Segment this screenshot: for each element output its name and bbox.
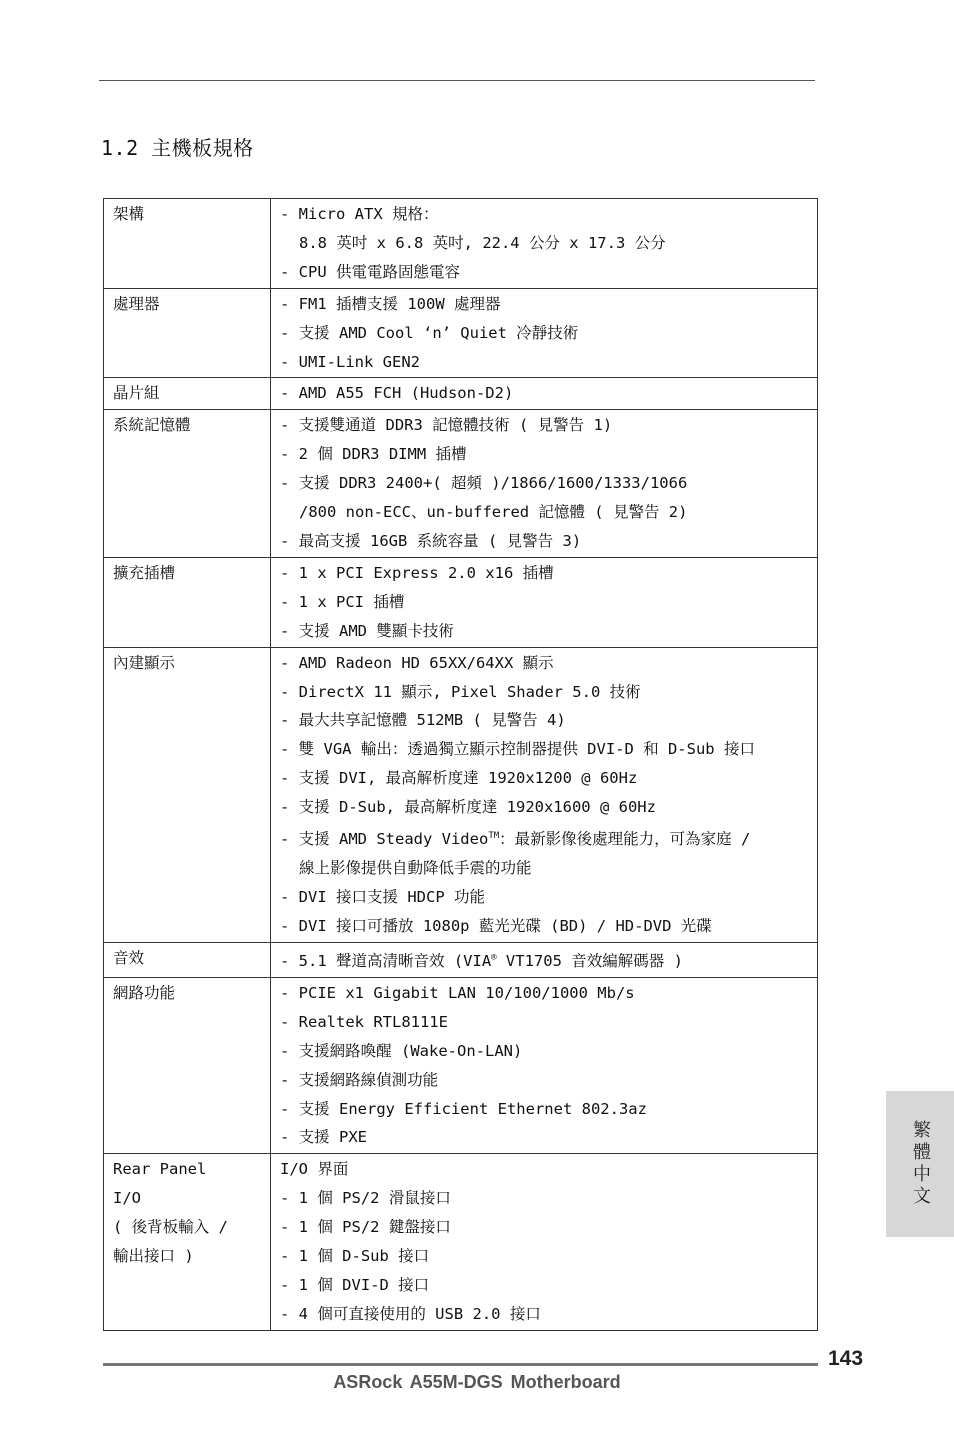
language-tab-label: 繁體中文 — [910, 1120, 931, 1208]
spec-label-cell — [104, 1154, 271, 1330]
spec-value-text: - PCIE x1 Gigabit LAN 10/100/1000 Mb/s — [280, 983, 635, 1002]
spec-label-cell — [104, 977, 271, 1153]
spec-value-line — [280, 735, 817, 764]
spec-value-text: - 支援 Energy Efficient Ethernet 802.3az — [280, 1099, 647, 1118]
spec-value-line — [280, 258, 817, 287]
spec-value-line — [280, 559, 817, 588]
spec-value-text: 線上影像提供自動降低手震的功能 — [299, 859, 532, 878]
spec-label: 系統記憶體 — [113, 416, 191, 435]
spec-value-text: - 支援 AMD Cool ‘n’ Quiet 冷靜技術 — [280, 323, 579, 342]
spec-value-line — [280, 348, 817, 377]
spec-value-text: - 支援網路喚醒 (Wake-On-LAN) — [280, 1041, 523, 1060]
spec-value-line — [280, 854, 817, 883]
spec-label: 網路功能 — [113, 983, 176, 1002]
top-rule — [99, 80, 815, 81]
spec-value-line — [280, 440, 817, 469]
page-number: 143 — [828, 1347, 864, 1370]
spec-value-line — [280, 617, 817, 646]
spec-values-cell — [271, 557, 818, 647]
spec-value-line — [280, 319, 817, 348]
spec-value-text: - DirectX 11 顯示, Pixel Shader 5.0 技術 — [280, 682, 641, 701]
spec-value-line — [280, 411, 817, 440]
spec-value-text: - 1 個 PS/2 滑鼠接口 — [280, 1189, 451, 1208]
spec-row — [104, 942, 818, 977]
spec-value-text: - UMI-Link GEN2 — [280, 352, 420, 371]
footer-title: ASRock A55M-DGS Motherboard — [333, 1372, 621, 1392]
spec-values-cell — [271, 647, 818, 942]
spec-value-line — [280, 1095, 817, 1124]
spec-label: ( 後背板輸入 / — [113, 1218, 228, 1237]
language-tab — [886, 1091, 954, 1237]
spec-value-line — [280, 469, 817, 498]
spec-value-text: 8.8 英吋 x 6.8 英吋, 22.4 公分 x 17.3 公分 — [299, 233, 666, 252]
spec-value-line — [280, 200, 817, 229]
spec-value-text: - 支援 DVI, 最高解析度達 1920x1200 @ 60Hz — [280, 769, 638, 788]
spec-value-text: - 雙 VGA 輸出：透過獨立顯示控制器提供 DVI-D 和 D-Sub 接口 — [280, 740, 755, 759]
spec-label: 處理器 — [113, 294, 160, 313]
spec-value-text: - 2 個 DDR3 DIMM 插槽 — [280, 445, 467, 464]
spec-value-line — [280, 793, 817, 822]
spec-value-text: - 支援 DDR3 2400+( 超頻 )/1866/1600/1333/1066 — [280, 474, 688, 493]
spec-value-line — [280, 822, 817, 854]
spec-value-text: - 最大共享記憶體 512MB ( 見警告 4) — [280, 711, 566, 730]
spec-value-text: - 1 x PCI 插槽 — [280, 592, 405, 611]
spec-value-text: - 支援 D-Sub, 最高解析度達 1920x1600 @ 60Hz — [280, 798, 656, 817]
spec-value-line — [280, 229, 817, 258]
spec-row — [104, 557, 818, 647]
spec-label-cell — [104, 557, 271, 647]
spec-values-cell — [271, 378, 818, 410]
spec-value-line — [280, 764, 817, 793]
spec-label: 晶片組 — [113, 384, 160, 403]
spec-values-cell — [271, 199, 818, 289]
spec-value-line — [280, 678, 817, 707]
spec-value-text: - AMD A55 FCH (Hudson-D2) — [280, 384, 514, 403]
superscript-mark: TM — [488, 831, 500, 842]
spec-value-text: - FM1 插槽支援 100W 處理器 — [280, 294, 501, 313]
spec-values-cell — [271, 288, 818, 378]
spec-value-text: - 1 個 D-Sub 接口 — [280, 1247, 430, 1266]
spec-value-line — [280, 706, 817, 735]
spec-label-cell — [104, 199, 271, 289]
spec-row — [104, 199, 818, 289]
spec-row — [104, 288, 818, 378]
spec-value-text: - 1 個 PS/2 鍵盤接口 — [280, 1218, 451, 1237]
spec-value-line — [280, 649, 817, 678]
spec-value-text: - 支援 PXE — [280, 1128, 367, 1147]
spec-value-line — [280, 912, 817, 941]
spec-label: 內建顯示 — [113, 653, 176, 672]
spec-value-text: - Micro ATX 規格： — [280, 205, 439, 223]
spec-label: I/O — [113, 1189, 141, 1208]
spec-row — [104, 1154, 818, 1330]
spec-table — [103, 198, 818, 1331]
spec-value-text: /800 non-ECC、un-buffered 記憶體 ( 見警告 2) — [299, 503, 688, 522]
spec-value-text: - 1 x PCI Express 2.0 x16 插槽 — [280, 563, 554, 582]
spec-value-text: - Realtek RTL8111E — [280, 1012, 448, 1031]
spec-label-cell — [104, 942, 271, 977]
spec-value-text: - 支援 AMD 雙顯卡技術 — [280, 621, 454, 640]
spec-value-text: - 1 個 DVI-D 接口 — [280, 1275, 430, 1294]
spec-value-text: - DVI 接口支援 HDCP 功能 — [280, 888, 485, 906]
spec-value-text: - 支援 AMD Steady Video — [280, 830, 489, 849]
spec-label-cell — [104, 378, 271, 410]
spec-value-line — [280, 944, 817, 976]
spec-value-line — [280, 1271, 817, 1300]
spec-value-line — [280, 1184, 817, 1213]
spec-value-text: - CPU 供電電路固態電容 — [280, 262, 460, 281]
spec-value-line — [280, 1300, 817, 1329]
spec-value-line — [280, 1155, 817, 1184]
spec-values-cell — [271, 410, 818, 558]
spec-value-text: - 支援網路線偵測功能 — [280, 1070, 439, 1089]
spec-row — [104, 647, 818, 942]
spec-value-line — [280, 1066, 817, 1095]
spec-value-line — [280, 498, 817, 527]
spec-value-text: - 最高支援 16GB 系統容量 ( 見警告 3) — [280, 531, 582, 550]
spec-label: Rear Panel — [113, 1160, 207, 1179]
spec-row — [104, 410, 818, 558]
superscript-mark: ® — [491, 952, 497, 963]
spec-values-cell — [271, 942, 818, 977]
spec-values-cell — [271, 977, 818, 1153]
spec-value-text: - DVI 接口可播放 1080p 藍光光碟 (BD) / HD-DVD 光碟 — [280, 916, 712, 935]
spec-value-line — [280, 1037, 817, 1066]
section-title: 1.2 主機板規格 — [101, 136, 254, 160]
spec-value-line — [280, 1213, 817, 1242]
spec-label-cell — [104, 288, 271, 378]
spec-value-line — [280, 1123, 817, 1152]
spec-row — [104, 378, 818, 410]
spec-value-tail: ：最新影像後處理能力，可為家庭 / — [499, 830, 751, 849]
spec-label: 架構 — [113, 205, 145, 223]
spec-label-cell — [104, 647, 271, 942]
spec-label-cell — [104, 410, 271, 558]
spec-value-line — [280, 1242, 817, 1271]
spec-label: 輸出接口 ) — [113, 1247, 194, 1266]
spec-value-line — [280, 1008, 817, 1037]
spec-value-line — [280, 290, 817, 319]
spec-value-line — [280, 883, 817, 912]
spec-label: 音效 — [113, 948, 145, 967]
spec-label: 擴充插槽 — [113, 563, 176, 582]
spec-value-text: - 4 個可直接使用的 USB 2.0 接口 — [280, 1304, 541, 1323]
spec-value-text: - 5.1 聲道高清晰音效 (VIA — [280, 951, 492, 970]
spec-value-line — [280, 379, 817, 408]
spec-value-text: I/O 界面 — [280, 1160, 349, 1179]
spec-value-text: - AMD Radeon HD 65XX/64XX 顯示 — [280, 653, 554, 672]
spec-value-tail: VT1705 音效編解碼器 ) — [496, 951, 683, 970]
spec-value-line — [280, 979, 817, 1008]
spec-table-body — [104, 199, 818, 1331]
bottom-rule — [103, 1363, 818, 1366]
spec-row — [104, 977, 818, 1153]
spec-values-cell — [271, 1154, 818, 1330]
spec-value-line — [280, 527, 817, 556]
spec-value-text: - 支援雙通道 DDR3 記憶體技術 ( 見警告 1) — [280, 416, 613, 435]
spec-value-line — [280, 588, 817, 617]
